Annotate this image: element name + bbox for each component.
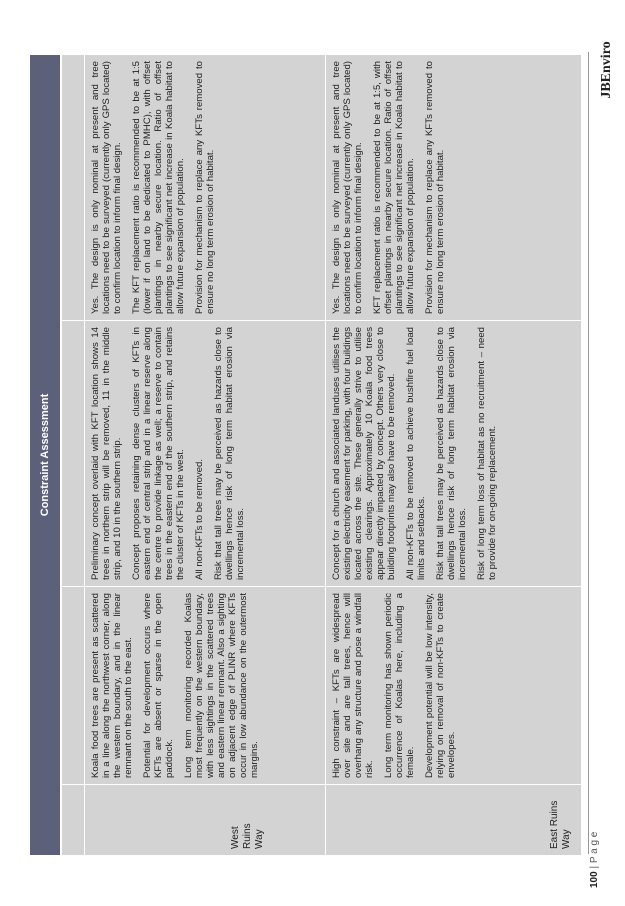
constraint-cell bbox=[85, 587, 325, 785]
constraint-cell bbox=[326, 587, 581, 785]
concept-paragraph: Concept for a church and associated landuses utilises the existing electricity easement for parking, with four buildings located across the site. These generally strive to utilise existing clearings. Approximately 10 Koala food trees appear directly impacted by concept. Others very close to building footprints may also have to be removed. bbox=[331, 327, 397, 580]
response-paragraph: Provision for mechanism to replace any KFTs removed to ensure no long term erosion of habitat. bbox=[424, 61, 446, 314]
location-cell bbox=[85, 785, 325, 855]
concept-paragraph: Risk that tall trees may be perceived as hazards close to dwellings hence risk of long term habitat erosion via incremental loss. bbox=[213, 327, 246, 580]
response-paragraph: Yes. The design is only nominal at present and tree locations need to be surveyed (currently only GPS located) to confirm location to inform final design. bbox=[90, 61, 123, 314]
constraint-paragraph: High constraint – KFTs are widespread over site and are tall trees, hence will overhang any structure and pose a windfall risk. bbox=[331, 593, 375, 778]
response-paragraph: Yes. The design is only nominal at present and tree locations need to be surveyed (currently only GPS located) to confirm location to inform final design. bbox=[331, 61, 364, 314]
subheader-cell bbox=[62, 55, 84, 321]
concept-paragraph: Concept proposes retaining dense clusters of KFTs in eastern end of central strip and in a linear reserve along the centre to provide linkage as well; a reserve to contain trees in the eastern end of the southern strip, and retains the cluster of KFTs in the west. bbox=[131, 327, 186, 580]
constraint-paragraph: Potential for development occurs where KFTs are absent or sparse in the open paddock. bbox=[142, 593, 175, 778]
response-cell bbox=[326, 55, 581, 321]
constraint-paragraph: Development potential will be low intensity, relying on removal of non-KFTs to create envelopes. bbox=[424, 593, 457, 778]
page-number: 100 bbox=[589, 871, 600, 888]
response-cell bbox=[85, 55, 325, 321]
response-paragraph: The KFT replacement ratio is recommended to be at 1:5 (lower if on land to be dedicated to PMHC), with offset plantings in nearby secure location. Ratio of offset plantings to see significant net increase in Koala habitat to allow future expansion of population. bbox=[131, 61, 186, 314]
footer-text: 100 | P a g e bbox=[589, 831, 600, 888]
page-footer bbox=[586, 740, 604, 888]
response-paragraph: KFT replacement ratio is recommended to be at 1:5, with offset plantings in nearby secure location. Ratio of offset plantings to see significant net increase in Koala habitat to allow future expansion of population. bbox=[372, 61, 416, 314]
brand-logo bbox=[592, 28, 622, 112]
location-cell bbox=[326, 785, 581, 855]
concept-paragraph: Preliminary concept overlaid with KFT location shows 14 trees in northern strip will be removed, 11 in the middle strip, and 10 in the southern strip. bbox=[90, 327, 123, 580]
location-word: Way bbox=[254, 829, 265, 849]
header-rule bbox=[588, 52, 589, 854]
response-paragraph: Provision for mechanism to replace any KFTs removed to ensure no long term erosion of habitat. bbox=[194, 61, 216, 314]
constraint-paragraph: Long term monitoring has shown periodic occurrence of Koalas here, including a female. bbox=[383, 593, 416, 778]
table-subheader-row bbox=[61, 55, 84, 855]
brand-name: JBEnviro bbox=[599, 41, 614, 99]
subheader-cell bbox=[62, 321, 84, 587]
constraint-table-wrapper bbox=[30, 55, 580, 855]
table-row-east-ruins-way bbox=[325, 55, 581, 855]
table-header bbox=[30, 55, 60, 855]
concept-cell bbox=[326, 321, 581, 587]
subheader-cell bbox=[62, 785, 84, 855]
location-label: East Ruins Way bbox=[549, 800, 572, 849]
constraint-paragraph: Long term monitoring recorded Koalas most frequently on the western boundary, with less sightings in the scattered trees and eastern linear remnant. Also a sighting on adjacent edge of PLINR where KFTs occur in low abundance on the outermost margins. bbox=[183, 593, 260, 778]
table-row-west-ruins-way bbox=[84, 55, 325, 855]
concept-cell bbox=[85, 321, 325, 587]
concept-paragraph: All non-KFTs to be removed to achieve bushfire fuel load limits and setbacks. bbox=[405, 327, 427, 580]
concept-paragraph: Risk of long term loss of habitat as no recruitment – need to provide for on-going replacement. bbox=[476, 327, 498, 580]
location-word: Ruins bbox=[242, 823, 253, 849]
location-label bbox=[230, 791, 266, 849]
concept-paragraph: All non-KFTs to be removed. bbox=[194, 458, 205, 580]
location-word: West bbox=[230, 826, 241, 849]
table-header-title: Constraint Assessment bbox=[39, 393, 51, 517]
constraint-paragraph: Koala food trees are present as scattered in a line along the northwest corner, along the western boundary, and in the linear remnant on the south to the east. bbox=[90, 593, 134, 778]
concept-paragraph: Risk that tall trees may be perceived as hazards close to dwellings hence risk of long term habitat erosion via incremental loss. bbox=[435, 327, 468, 580]
constraint-assessment-table bbox=[30, 55, 580, 855]
page-label: P a g e bbox=[589, 831, 600, 864]
subheader-cell bbox=[62, 587, 84, 785]
